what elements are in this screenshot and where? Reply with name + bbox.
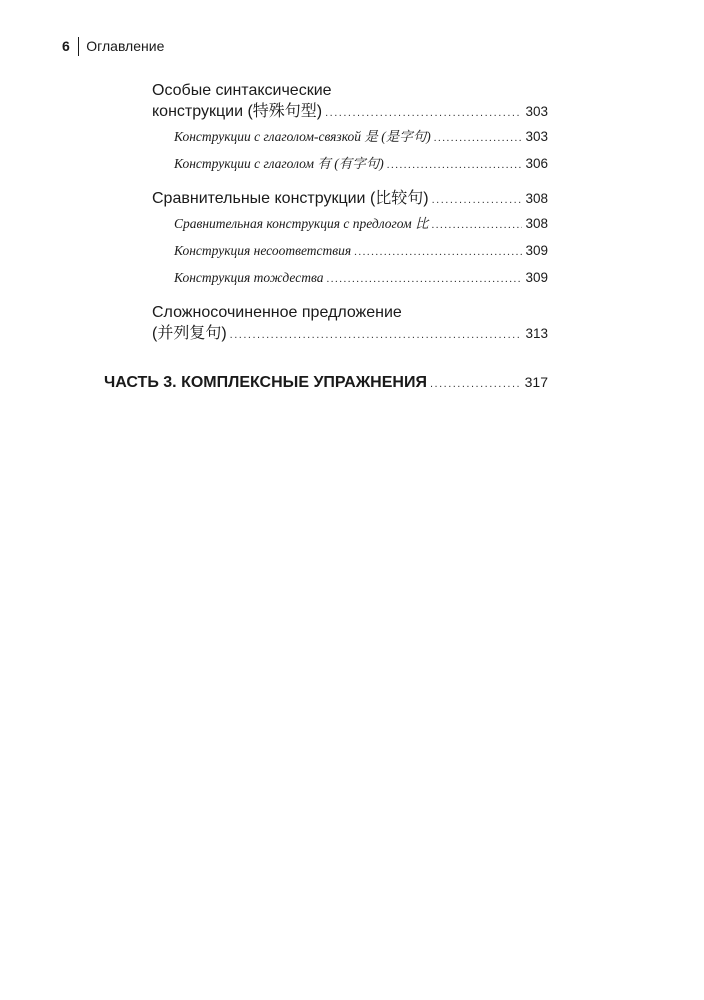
dot-leader [432,213,523,238]
dot-leader [432,190,523,211]
toc-entry-title: Конструкция тождества [174,270,324,285]
toc-entry-part-3[interactable] [104,372,548,395]
toc-entry-title-line2: (并列复句) [152,325,227,342]
toc-page-number: 308 [525,216,548,231]
toc-entry-title: Конструкция несоответствия [174,243,352,258]
toc-entry-title: Конструкции с глаголом 有 (有字句) [174,156,384,171]
dot-leader [354,240,522,265]
toc-entry-special-syntactic-constructions[interactable] [152,80,548,124]
toc-entry-title-line1: Сложносочиненное предложение [152,304,402,321]
toc-page-number: 313 [525,326,548,341]
dot-leader [387,153,523,178]
dot-leader [326,267,522,292]
toc-entry-identity-construction[interactable] [152,265,548,292]
page-number: 6 [62,38,70,54]
toc-page-number: 303 [525,129,548,144]
running-header-title: Оглавление [86,38,165,54]
toc-entry-bi-construction[interactable] [152,211,548,238]
toc-entry-inequality-construction[interactable] [152,238,548,265]
toc-entry-title: Конструкции с глаголом-связкой 是 (是字句) [174,129,431,144]
toc-part-title: ЧАСТЬ 3. КОМПЛЕКСНЫЕ УПРАЖНЕНИЯ [104,374,427,391]
toc-entry-title-line2: конструкции (特殊句型) [152,103,323,120]
toc-page-number: 309 [525,243,548,258]
dot-leader [430,374,522,395]
dot-leader [230,325,523,346]
toc-entry-you-constructions[interactable] [152,151,548,178]
toc-page-number: 309 [525,270,548,285]
header-divider [78,37,80,56]
toc-page-number: 308 [525,191,548,206]
toc-page-number: 306 [525,156,548,171]
toc-page-number: 303 [525,104,548,119]
toc-entry-shi-constructions[interactable] [152,124,548,151]
toc-entry-compound-sentence[interactable] [152,302,548,346]
toc-page-number: 317 [524,374,548,390]
table-of-contents [104,80,548,395]
dot-leader [434,126,523,151]
toc-entry-title-line1: Особые синтаксические [152,82,332,99]
dot-leader [325,103,522,124]
toc-entry-title: Сравнительные конструкции (比较句) [152,190,429,207]
running-header [62,36,164,56]
toc-entry-comparative-constructions[interactable] [152,188,548,211]
toc-entry-title: Сравнительная конструкция с предлогом 比 [174,216,429,231]
